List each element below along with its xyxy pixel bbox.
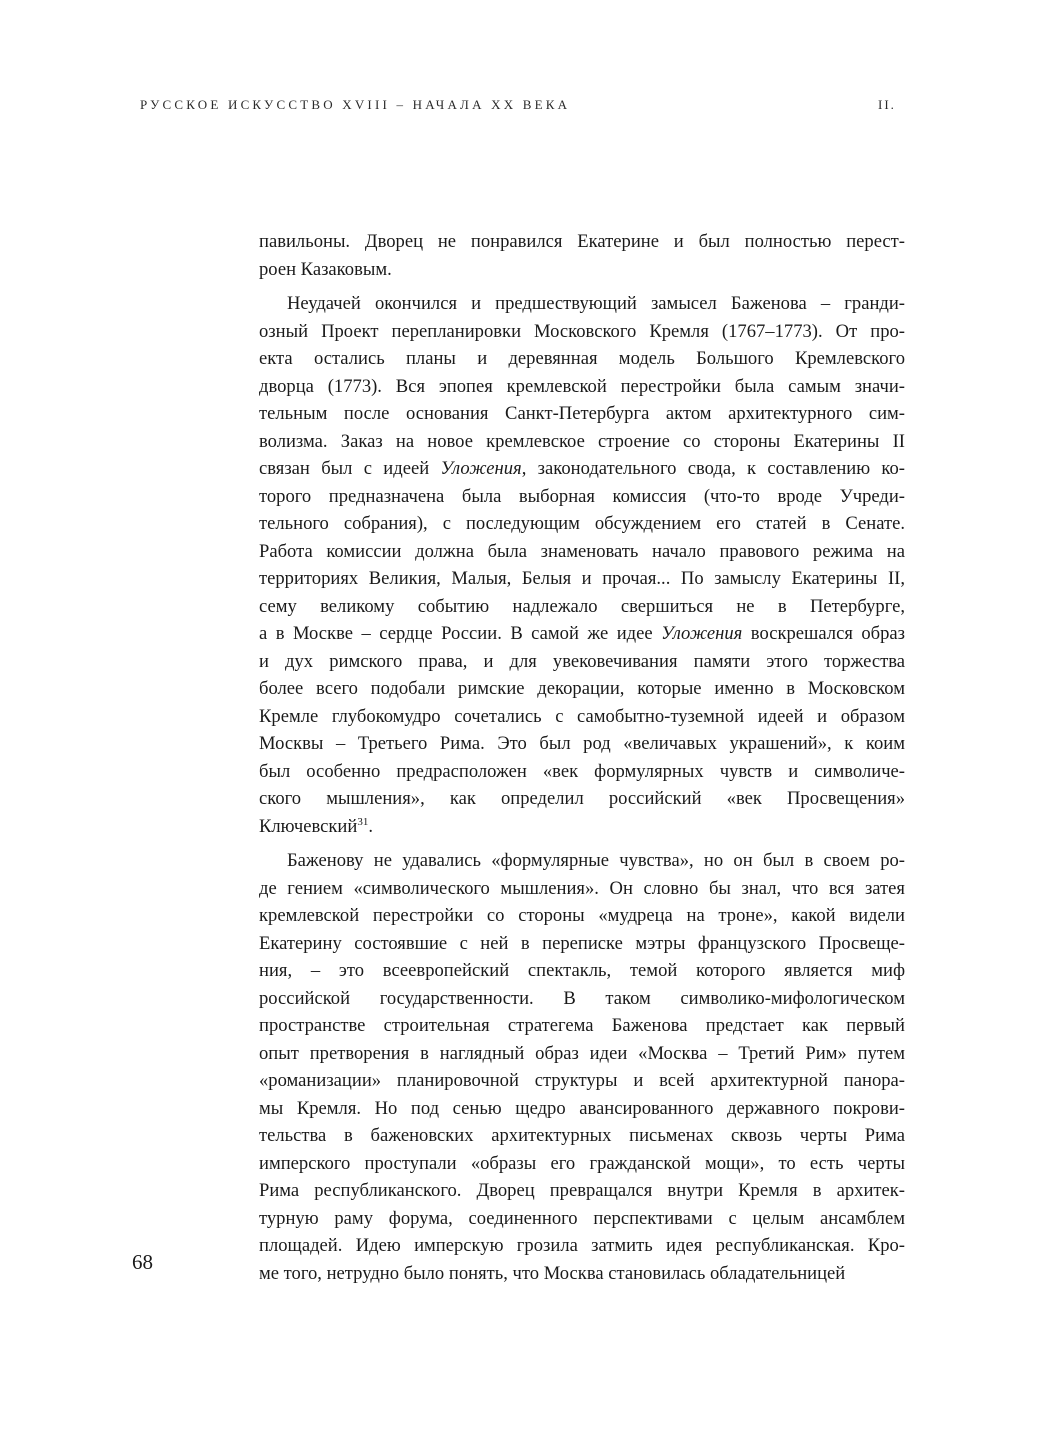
paragraph — [259, 847, 905, 1287]
text-line: Москвы – Третьего Рима. Это был род «величавых украшений», к коим — [259, 733, 905, 754]
running-title: РУССКОЕ ИСКУССТВО XVIII – НАЧАЛА XX ВЕКА — [140, 97, 571, 112]
text-line: пространстве строительная стратегема Баженова предстает как первый — [259, 1015, 905, 1036]
text-line: Ключевский$^{31}$. — [259, 815, 373, 837]
text-line: Неудачей окончился и предшествующий замысел Баженова – гранди- — [287, 293, 905, 314]
text-line: тельным после основания Санкт-Петербурга актом архитектурного сим- — [259, 403, 905, 424]
text-line: озный Проект перепланировки Московского Кремля (1767–1773). От про- — [259, 320, 905, 342]
section-number: II. — [878, 97, 896, 112]
text-line: Баженову не удавались «формулярные чувства», но он был в своем ро- — [287, 850, 905, 871]
text-line: сему великому событию надлежало свершиться не в Петербурге, — [259, 595, 905, 617]
text-line: российской государственности. В таком символико-мифологическом — [259, 987, 905, 1009]
text-line: дворца (1773). Вся эпопея кремлевской перестройки была самым значи- — [259, 375, 905, 397]
text-line: екта остались планы и деревянная модель Большого Кремлевского — [259, 348, 905, 369]
text-line: имперского проступали «образы его гражданской мощи», то есть черты — [259, 1152, 905, 1174]
text-line: павильоны. Дворец не понравился Екатерине и был полностью перест- — [259, 231, 905, 252]
italic-term: Уложения — [661, 623, 743, 644]
text-line: а в Москве – сердце России. В самой же идее Уложения воскрешался образ — [259, 623, 905, 644]
text-line: кремлевской перестройки со стороны «мудреца на троне», какой видели — [259, 905, 905, 926]
page-number: 68 — [132, 1250, 153, 1274]
footnote-ref: 31 — [357, 815, 369, 828]
text-line: тельного собрания), с последующим обсуждением его статей в Сенате. — [259, 513, 905, 534]
text-line: Работа комиссии должна была знаменовать начало правового режима на — [259, 540, 905, 562]
text-line: мы Кремля. Но под сенью щедро авансированного державного покрови- — [259, 1097, 905, 1119]
text-line: «романизации» планировочной структуры и всей архитектурной панора- — [259, 1070, 905, 1091]
text-line: связан был с идеей Уложения, законодательного свода, к составлению ко- — [259, 458, 905, 479]
paragraph-gap — [259, 283, 905, 290]
text-line: опыт претворения в наглядный образ идеи «Москва – Третий Рим» путем — [259, 1042, 905, 1064]
text-line: роен Казаковым. — [259, 258, 392, 280]
text-line: ского мышления», как определил российский «век Просвещения» — [259, 788, 905, 809]
text-line: ния, – это всеевропейский спектакль, темой которого является миф — [259, 960, 905, 981]
text-line: турную раму форума, соединенного перспективами с целым ансамблем — [259, 1207, 905, 1229]
text-line: площадей. Идею имперскую грозила затмить идея республиканская. Кро- — [259, 1235, 905, 1256]
text-line: де гением «символического мышления». Он словно бы знал, что вся затея — [259, 877, 905, 899]
text-line: волизма. Заказ на новое кремлевское строение со стороны Екатерины II — [259, 430, 905, 452]
italic-term: Уложения — [440, 458, 522, 479]
text-line: Рима республиканского. Дворец превращался внутри Кремля в архитек- — [259, 1180, 905, 1201]
text-line: Екатерину состоявшие с ней в переписке мэтры французского Просвеще- — [259, 932, 905, 954]
text-line: тельства в баженовских архитектурных письменах сквозь черты Рима — [259, 1125, 905, 1146]
text-line: торого предназначена была выборная комиссия (что-то вроде Учреди- — [259, 485, 905, 507]
paragraph — [259, 290, 905, 840]
text-line: Кремле глубокомудро сочетались с самобытно-туземной идеей и образом — [259, 705, 905, 727]
body-text — [259, 228, 905, 1287]
text-line: ме того, нетрудно было понять, что Москва становилась обладательницей — [259, 1262, 846, 1284]
paragraph-gap — [259, 840, 905, 847]
text-line: территориях Великия, Малыя, Белыя и прочая... По замыслу Екатерины II, — [259, 568, 905, 589]
text-line: был особенно предрасположен «век формулярных чувств и символиче- — [259, 760, 905, 782]
paragraph — [259, 228, 905, 283]
text-line: более всего подобали римские декорации, которые именно в Московском — [259, 678, 905, 699]
text-line: и дух римского права, и для увековечивания памяти этого торжества — [259, 650, 905, 672]
